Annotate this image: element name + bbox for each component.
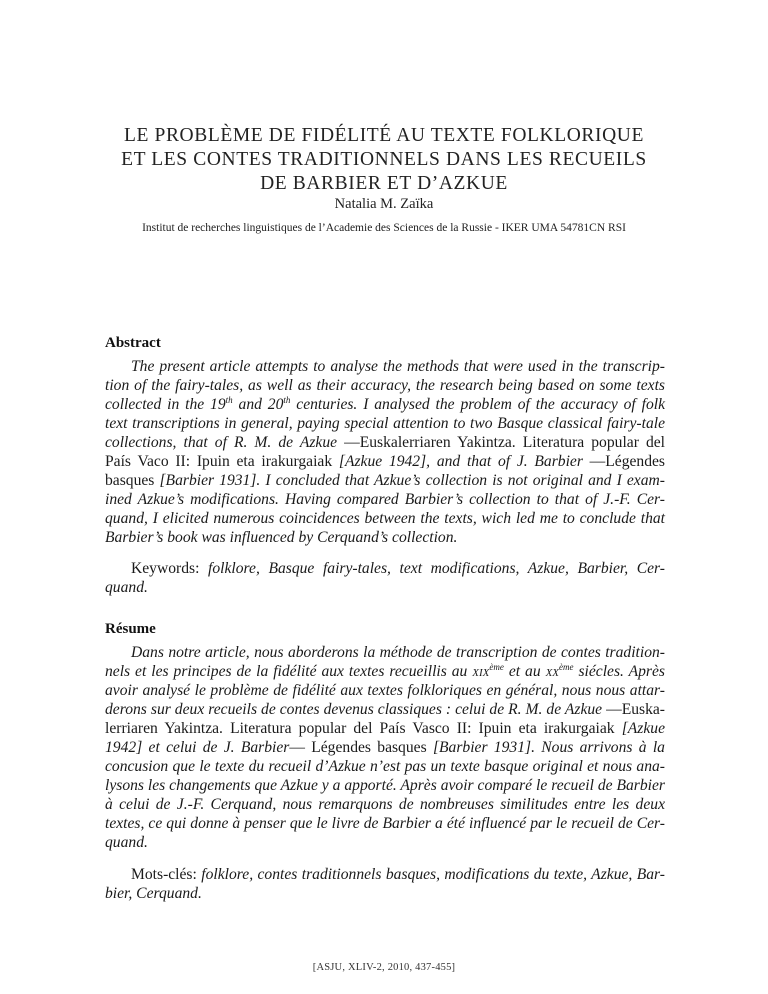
title-line-2: ET LES CONTES TRADITIONNELS DANS LES RECUEILS bbox=[121, 149, 647, 170]
resume-body: Dans notre article, nous aborderons la méthode de transcription de contes tradition- nels et les principes de la fidélité aux textes recueillis au xix$^{ème}$ et au $xx^{ème}$ siécles. Après avoir analysé le problème de fidélité aux textes folkloriques en général, nous nous attar- derons sur deux recueils de contes devenus classiques : celui de R. M. de Azkue —Euska- lerriaren Yakintza. Literatura popular del País Vasco II: Ipuin eta irakurgaiak [Azkue 1942] et celui de J. Barbier— Légendes basques [Barbier 1931]. Nous arrivons à la concusion que le texte du recueil d’Azkue n’est pas un texte basque original et nous ana- lysons les changements que Azkue y a apporté. Après avoir comparé le recueil de Barbier à celui de J.-F. Cerquand, nous remarquons de nombreuses similitudes entre les deux textes, ce qui donne à penser que le livre de Barbier a été influencé par le recueil de Cer- quand. bbox=[105, 644, 666, 851]
title-line-1: LE PROBLÈME DE FIDÉLITÉ AU TEXTE FOLKLORIQUE bbox=[124, 125, 644, 146]
abstract-body: The present article attempts to analyse the methods that were used in the transcrip- tion of the fairy-tales, as well as their accuracy, the research being based on some texts collected in the 19th and 20th centuries. I analysed the problem of the accuracy of folk text transcriptions in general, paying special attention to two Basque classical fairy-tale collections, that of R. M. de Azkue —Euskalerriaren Yakintza. Literatura popular del País Vaco II: Ipuin eta irakurgaiak [Azkue 1942], and that of J. Barbier —Légendes basques [Barbier 1931]. I concluded that Azkue’s collection is not original and I exam- ined Azkue’s modifications. Having compared Barbier’s collection to that of J.-F. Cer- quand, I elicited numerous coincidences between the texts, wich led me to conclude that Barbier’s book was influenced by Cerquand’s collection. bbox=[105, 358, 666, 546]
motscles-line-2: bier, Cerquand. bbox=[105, 885, 202, 902]
keywords-line-2: quand. bbox=[105, 579, 148, 596]
title-line-3: DE BARBIER ET D’AZKUE bbox=[260, 173, 508, 194]
motscles-line-1: folklore, contes traditionnels basques, modifications du texte, Azkue, Bar- bbox=[201, 866, 665, 883]
keywords-line-1: folklore, Basque fairy-tales, text modifications, Azkue, Barbier, Cer- bbox=[208, 560, 665, 577]
author-name: Natalia M. Zaïka bbox=[334, 196, 434, 212]
resume-keywords bbox=[105, 865, 665, 903]
abstract-keywords bbox=[105, 559, 665, 597]
author-affiliation: Institut de recherches linguistiques de l’Academie des Sciences de la Russie - IKER UMA 54781CN RSI bbox=[142, 222, 626, 234]
article-title bbox=[84, 124, 684, 196]
resume-heading: Résume bbox=[105, 621, 156, 637]
journal-citation: [ASJU, XLIV-2, 2010, 437-455] bbox=[312, 962, 456, 973]
motscles-label: Mots-clés: bbox=[131, 866, 197, 883]
abstract-heading: Abstract bbox=[105, 335, 161, 351]
keywords-label: Keywords: bbox=[131, 560, 200, 577]
